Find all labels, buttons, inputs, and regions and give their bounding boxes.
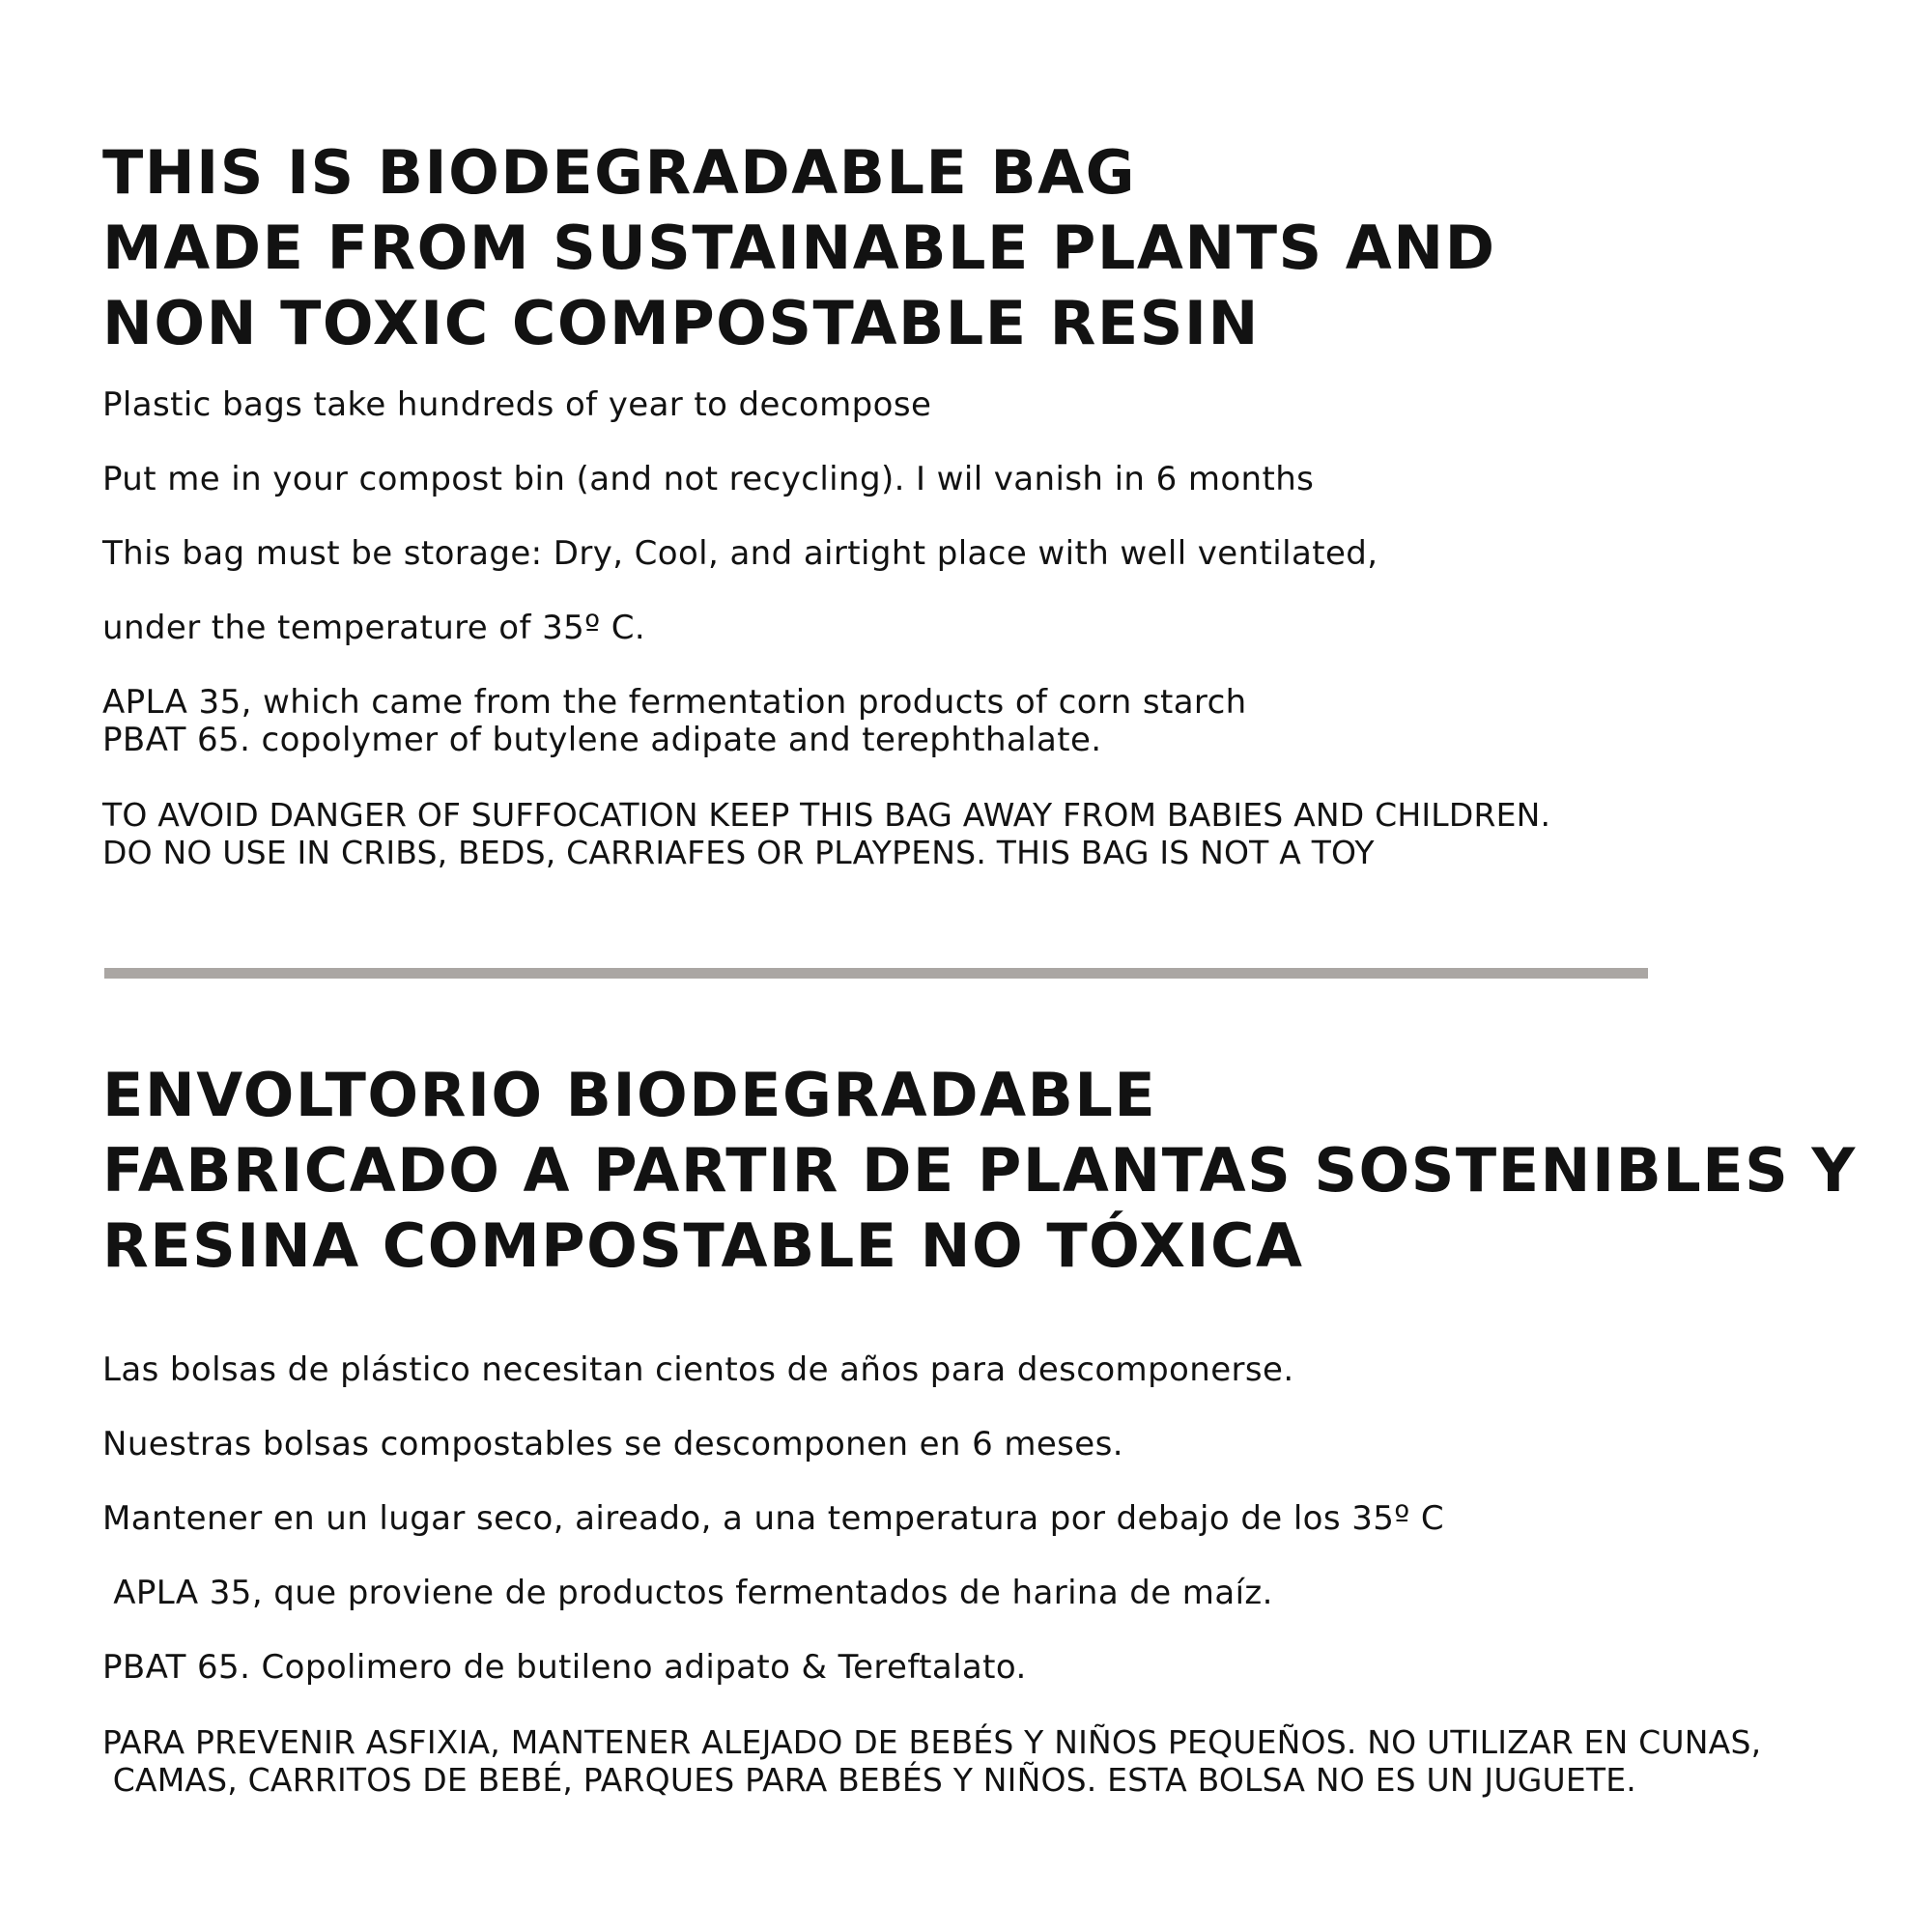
english-storage-text: This bag must be storage: Dry, Cool, and airtight place with well ventilated, <box>102 534 1378 573</box>
spanish-warning-block <box>102 1723 1889 1799</box>
spanish-apla-text: APLA 35, que proviene de productos fermentados de harina de maíz. <box>102 1574 1273 1612</box>
spanish-storage-text: Mantener en un lugar seco, aireado, a una temperatura por debajo de los 35º C <box>102 1499 1445 1538</box>
spanish-heading-line-3: RESINA COMPOSTABLE NO TÓXICA <box>102 1210 1304 1281</box>
english-section <box>102 135 1889 871</box>
english-pbat-text: PBAT 65. copolymer of butylene adipate and terephthalate. <box>102 721 1102 759</box>
english-composition-block <box>102 684 1889 759</box>
english-heading-line-2: MADE FROM SUSTAINABLE PLANTS AND <box>102 213 1496 283</box>
english-warning-line-2: DO NO USE IN CRIBS, BEDS, CARRIAFES OR PLAYPENS. THIS BAG IS NOT A TOY <box>102 834 1375 871</box>
english-warning-line-1: TO AVOID DANGER OF SUFFOCATION KEEP THIS BAG AWAY FROM BABIES AND CHILDREN. <box>102 796 1551 834</box>
spanish-compost-text: Nuestras bolsas compostables se descomponen en 6 meses. <box>102 1425 1123 1463</box>
english-temperature-text: under the temperature of 35º C. <box>102 609 646 647</box>
spanish-heading <box>102 1058 1889 1284</box>
english-decompose-text: Plastic bags take hundreds of year to decompose <box>102 385 932 424</box>
spanish-warning-line-1: PARA PREVENIR ASFIXIA, MANTENER ALEJADO DE BEBÉS Y NIÑOS PEQUEÑOS. NO UTILIZAR EN CUNAS, <box>102 1723 1762 1761</box>
spanish-section <box>102 1058 1889 1799</box>
english-compost-text: Put me in your compost bin (and not recycling). I wil vanish in 6 months <box>102 460 1315 498</box>
section-divider <box>104 968 1648 979</box>
spanish-heading-line-2: FABRICADO A PARTIR DE PLANTAS SOSTENIBLES Y <box>102 1135 1857 1206</box>
english-heading-line-3: NON TOXIC COMPOSTABLE RESIN <box>102 288 1260 358</box>
spanish-pbat-text: PBAT 65. Copolimero de butileno adipato & Tereftalato. <box>102 1648 1027 1687</box>
spanish-warning-line-2: CAMAS, CARRITOS DE BEBÉ, PARQUES PARA BEBÉS Y NIÑOS. ESTA BOLSA NO ES UN JUGUETE. <box>102 1761 1636 1799</box>
english-heading <box>102 135 1889 361</box>
english-warning-block <box>102 796 1889 871</box>
english-heading-line-1: THIS IS BIODEGRADABLE BAG <box>102 137 1137 208</box>
spanish-decompose-text: Las bolsas de plástico necesitan cientos de años para descomponerse. <box>102 1350 1294 1389</box>
spanish-heading-line-1: ENVOLTORIO BIODEGRADABLE <box>102 1060 1157 1130</box>
english-apla-text: APLA 35, which came from the fermentation products of corn starch <box>102 683 1247 722</box>
